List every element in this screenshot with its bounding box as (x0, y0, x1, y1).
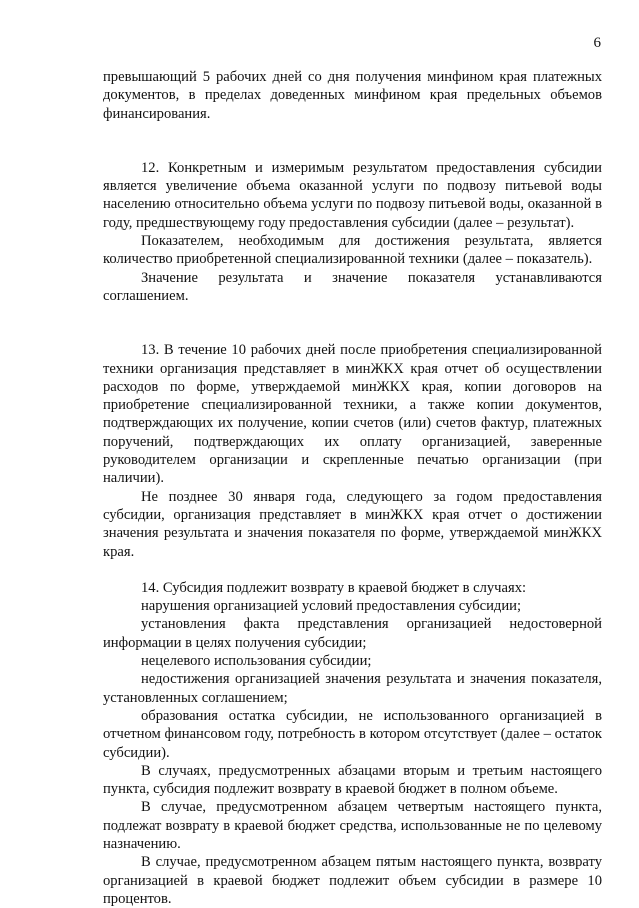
paragraph-misuse-refund: В случае, предусмотренном абзацем четвертым настоящего пункта, подлежат возврату в краевой бюджет средства, использованные не по целевому назначению. (103, 799, 602, 852)
paragraph-gap (103, 123, 602, 141)
paragraph-gap (103, 561, 602, 579)
list-item-violation: нарушения организацией условий предоставления субсидии; (141, 598, 522, 615)
paragraph-ten-percent-refund: В случае, предусмотренном абзацем пятым настоящего пункта, возврату организацией в краевой бюджет подлежит объем субсидии в размере 10 процентов. (103, 854, 602, 907)
paragraph-12-values: Значение результата и значение показателя устанавливаются соглашением. (103, 269, 602, 304)
paragraph-gap (103, 323, 602, 341)
paragraph-12: 12. Конкретным и измеримым результатом предоставления субсидии является увеличение объема оказанной услуги по подвозу питьевой воды населению относительно объема услуги по подвозу питьевой воды, оказанной в году, предшествующему году предоставления субсидии (далее – результат). (103, 159, 602, 231)
paragraph-gap (103, 305, 602, 323)
page-number: 6 (593, 35, 601, 51)
list-item-misuse: нецелевого использования субсидии; (141, 653, 372, 670)
list-item-remainder: образования остатка субсидии, не использованного организацией в отчетном финансовом году, потребность в котором отсутствует (далее – остаток субсидии). (103, 707, 602, 761)
paragraph-13: 13. В течение 10 рабочих дней после приобретения специализированной техники организация представляет в минЖКХ края отчет об осуществлении расходов по форме, утверждаемой минЖКХ края, копии договоров на приобретение специализированной техники, а также копии документов, подтверждающих их получение, копии счетов (или) счетов фактур, платежных поручений, подтверждающих их оплату организацией, заверенные руководителем организации и скрепленные печатью организации (при наличии). (103, 342, 602, 487)
list-item-false-information: установления факта представления организацией недостоверной информации в целях получения субсидии; (103, 616, 602, 651)
paragraph-full-refund: В случаях, предусмотренных абзацами вторым и третьим настоящего пункта, субсидия подлежит возврату в краевой бюджет в полном объеме. (103, 762, 602, 798)
paragraph-gap (103, 141, 602, 159)
paragraph-continuation: превышающий 5 рабочих дней со дня получения минфином края платежных документов, в пределах доведенных минфином края предельных объемов финансирования. (103, 69, 602, 122)
paragraph-14: 14. Субсидия подлежит возврату в краевой бюджет в случаях: (141, 579, 527, 596)
document-body (103, 68, 602, 908)
paragraph-13-report: Не позднее 30 января года, следующего за годом предоставления субсидии, организация представляет в минЖКХ края отчет о достижении значения результата и значения показателя по форме, утверждаемой минЖКХ края. (103, 488, 602, 560)
paragraph-12-indicator: Показателем, необходимым для достижения результата, является количество приобретенной специализированной техники (далее – показатель). (103, 233, 602, 268)
list-item-not-achieved: недостижения организацией значения результата и значения показателя, установленных соглашением; (103, 671, 602, 706)
